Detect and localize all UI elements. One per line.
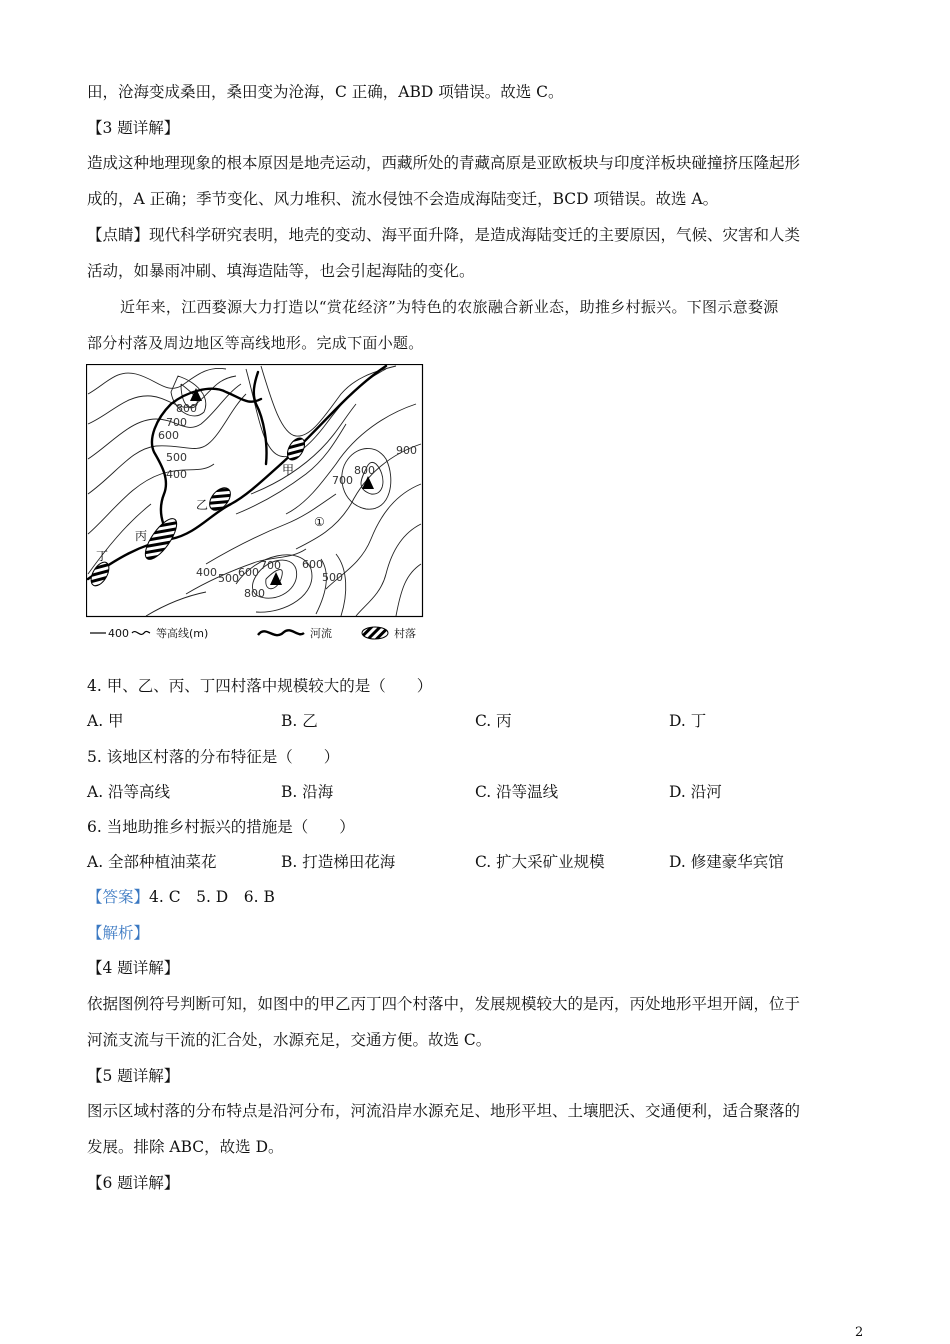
q6-option-d: D. 修建豪华宾馆: [669, 853, 784, 871]
text-line: 发展。排除 ABC，故选 D。: [87, 1138, 284, 1156]
legend-village-icon: [362, 627, 388, 639]
village-label-jia: 甲: [282, 463, 295, 477]
q5-option-b: B. 沿海: [281, 783, 334, 801]
intro-paragraph: 部分村落及周边地区等高线地形。完成下面小题。: [87, 334, 424, 352]
contour-map: [86, 364, 424, 618]
question-4: 4. 甲、乙、丙、丁四村落中规模较大的是（ ）: [87, 677, 433, 695]
q4-option-d: D. 丁: [669, 712, 707, 730]
contour-label: 800: [176, 402, 197, 415]
q4-option-c: C. 丙: [475, 712, 512, 730]
text-line: 依据图例符号判断可知，如图中的甲乙丙丁四个村落中，发展规模较大的是丙，丙处地形平坦开阔，位于: [87, 995, 801, 1013]
contour-label: 500: [218, 572, 239, 585]
question-5: 5. 该地区村落的分布特征是（ ）: [87, 748, 340, 766]
answer-line: [87, 887, 275, 907]
q5-option-c: C. 沿等温线: [475, 783, 559, 801]
q5-option-d: D. 沿河: [669, 783, 722, 801]
contour-label: 800: [244, 587, 265, 600]
section-heading-4: 【4 题详解】: [87, 959, 180, 977]
analysis-label: 【解析】: [87, 924, 150, 942]
text-line: 造成这种地理现象的根本原因是地壳运动，西藏所处的青藏高原是亚欧板块与印度洋板块碰撞挤压隆起形: [87, 154, 801, 172]
q6-option-c: C. 扩大采矿业规模: [475, 853, 605, 871]
q5-option-a: A. 沿等高线: [87, 783, 171, 801]
q4-option-a: A. 甲: [87, 712, 124, 730]
q6-option-a: A. 全部种植油菜花: [87, 853, 217, 871]
q6-option-b: B. 打造梯田花海: [281, 853, 396, 871]
legend-river-label: 河流: [310, 627, 332, 640]
question-6: 6. 当地助推乡村振兴的措施是（ ）: [87, 818, 355, 836]
section-heading-3: 【3 题详解】: [87, 119, 180, 137]
contour-label: 700: [166, 416, 187, 429]
contour-label: 500: [322, 571, 343, 584]
text-line: 河流支流与干流的汇合处，水源充足，交通方便。故选 C。: [87, 1031, 492, 1049]
tip-paragraph: 【点睛】现代科学研究表明，地壳的变动、海平面升降，是造成海陆变迁的主要原因，气候、灾害和人类: [87, 226, 801, 244]
contour-label: 600: [302, 558, 323, 571]
contour-label: 400: [196, 566, 217, 579]
area-mark: ①: [314, 515, 325, 529]
contour-label: 700: [332, 474, 353, 487]
legend-river-icon: [258, 630, 304, 635]
q4-option-b: B. 乙: [281, 712, 318, 730]
legend-contour-label: 等高线(m): [156, 627, 209, 640]
text-line: 活动，如暴雨冲刷、填海造陆等，也会引起海陆的变化。: [87, 262, 475, 280]
text-line: 田，沧海变成桑田，桑田变为沧海，C 正确，ABD 项错误。故选 C。: [87, 83, 564, 101]
intro-paragraph: 近年来，江西婺源大力打造以“赏花经济”为特色的农旅融合新业态，助推乡村振兴。下图示意婺源: [120, 298, 779, 316]
legend-contour-sample: 400: [108, 627, 129, 640]
legend-village-label: 村落: [394, 627, 416, 640]
map-legend: [86, 622, 426, 644]
section-heading-6: 【6 题详解】: [87, 1174, 180, 1192]
section-heading-5: 【5 题详解】: [87, 1067, 180, 1085]
village-label-bing: 丙: [135, 529, 148, 543]
answer-label: 【答案】: [87, 888, 150, 906]
contour-label: 600: [238, 566, 259, 579]
contour-label: 900: [396, 444, 417, 457]
contour-label: 400: [166, 468, 187, 481]
contour-label: 500: [166, 451, 187, 464]
contour-label: 800: [354, 464, 375, 477]
village-label-ding: 丁: [96, 549, 109, 563]
page-number: 2: [855, 1325, 864, 1340]
text-line: 图示区域村落的分布特点是沿河分布，河流沿岸水源充足、地形平坦、土壤肥沃、交通便利，适合聚落的: [87, 1102, 801, 1120]
contour-label: 700: [260, 559, 281, 572]
answer-text: 4. C 5. D 6. B: [149, 888, 275, 906]
contour-label: 600: [158, 429, 179, 442]
village-label-yi: 乙: [196, 498, 209, 512]
text-line: 成的，A 正确；季节变化、风力堆积、流水侵蚀不会造成海陆变迁，BCD 项错误。故选 A。: [87, 190, 719, 208]
